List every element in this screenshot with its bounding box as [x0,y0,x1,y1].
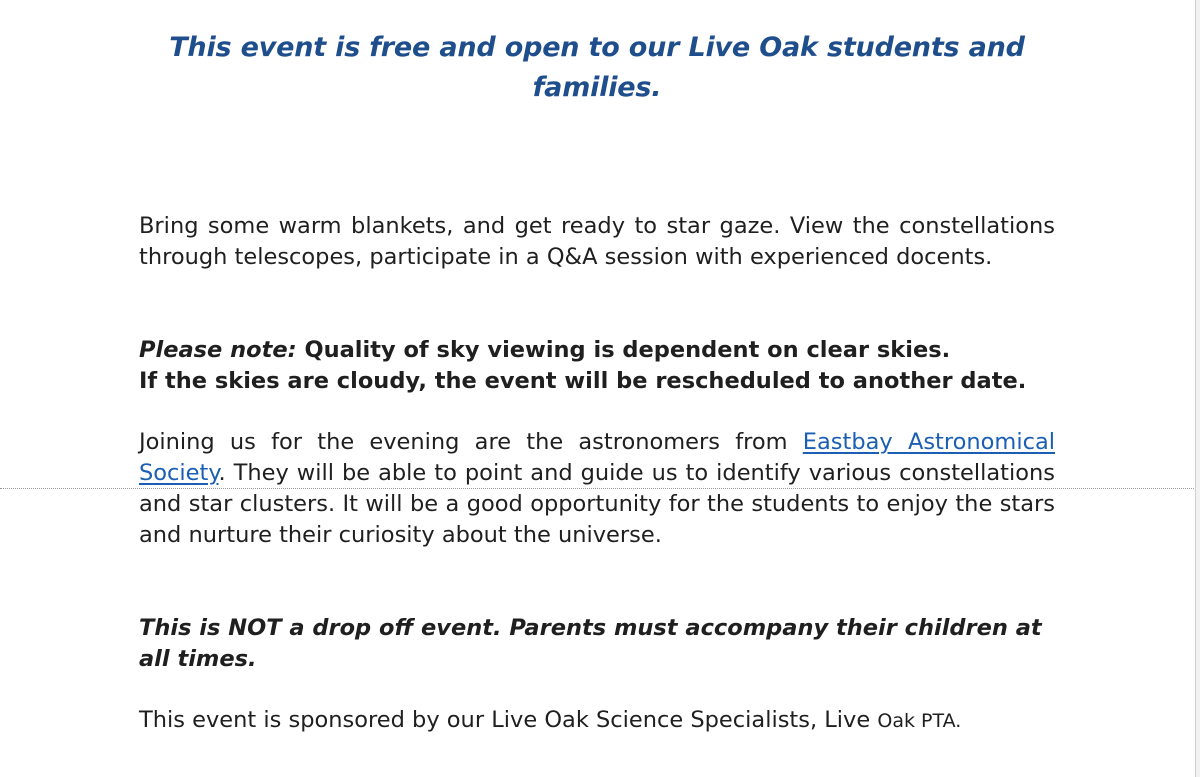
headline: This event is free and open to our Live Oak students and families. [169,32,1025,103]
astronomers-intro-text: Joining us for the evening are the astronomers from [139,429,803,455]
sponsor-text: This event is sponsored by our Live Oak Science Specialists, Live [139,707,878,733]
page-break-line [0,488,1200,489]
sponsor-pta-text: Oak PTA. [877,710,962,732]
note-paragraph [139,335,1055,397]
intro-paragraph: Bring some warm blankets, and get ready to star gaze. View the constellations through telescopes, participate in a Q&A session with experienced docents. [139,213,1055,270]
note-label: Please note: [139,337,297,363]
astronomers-details-text: . They will be able to point and guide us to identify various constellations and star clusters. It will be a good opportunity for the students to enjoy the stars and nurture their curiosity about the universe. [139,460,1055,548]
note-line-1: Quality of sky viewing is dependent on clear skies. [296,337,951,363]
eastbay-society-link[interactable]: Eastbay Astronomical Society [139,429,1056,486]
note-line-2: If the skies are cloudy, the event will be rescheduled to another date. [139,368,1027,394]
page-right-edge [1195,0,1200,777]
astronomers-paragraph [139,427,1055,551]
warning-paragraph: This is NOT a drop off event. Parents must accompany their children at all times. [139,615,1042,672]
sponsor-paragraph [139,705,1055,737]
